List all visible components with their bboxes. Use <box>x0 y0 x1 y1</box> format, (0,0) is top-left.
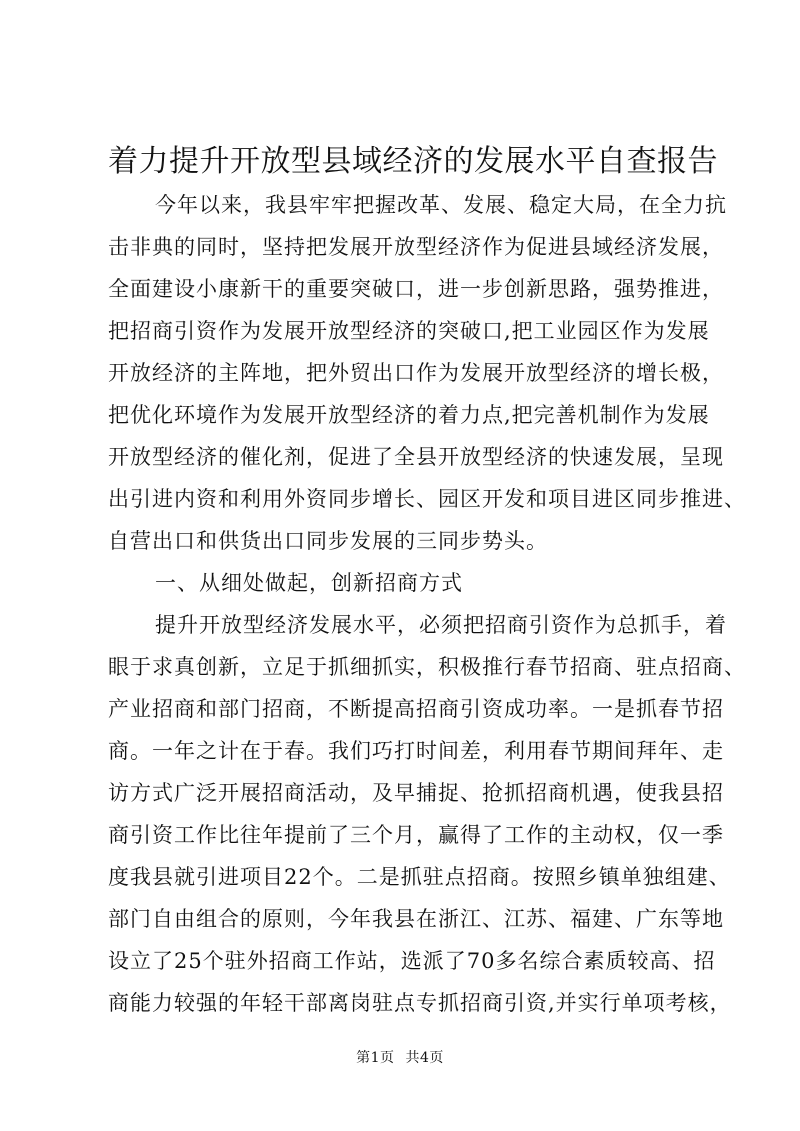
text-line: 把优化环境作为发展开放型经济的着力点,把完善机制作为发展 <box>108 403 710 427</box>
text-line: 出引进内资和利用外资同步增长、园区开发和项目进区同步推进、 <box>108 487 746 511</box>
page-total: 共4页 <box>405 1050 444 1066</box>
page-footer <box>0 1048 800 1068</box>
text-line: 今年以来，我县牢牢把握改革、发展、稳定大局，在全力抗 <box>155 193 727 217</box>
text-line: 开放型经济的催化剂，促进了全县开放型经济的快速发展，呈现 <box>108 445 724 469</box>
text-line: 击非典的同时，坚持把发展开放型经济作为促进县域经济发展， <box>108 235 724 259</box>
section-heading-1: 一、从细处做起，创新招商方式 <box>155 571 463 595</box>
text-line: 部门自由组合的原则，今年我县在浙江、江苏、福建、广东等地 <box>108 907 724 931</box>
text-line: 产业招商和部门招商，不断提高招商引资成功率。一是抓春节招 <box>108 697 724 721</box>
page-number: 第1页 <box>356 1050 395 1066</box>
text-line: 商。一年之计在于春。我们巧打时间差，利用春节期间拜年、走 <box>108 739 724 763</box>
text-line: 全面建设小康新干的重要突破口，进一步创新思路，强势推进， <box>108 277 724 301</box>
document-title: 着力提升开放型县域经济的发展水平自查报告 <box>108 144 718 179</box>
text-line: 设立了25个驻外招商工作站，选派了70多名综合素质较高、招 <box>108 949 716 973</box>
text-line: 开放经济的主阵地，把外贸出口作为发展开放型经济的增长极， <box>108 361 724 385</box>
text-line: 度我县就引进项目22个。二是抓驻点招商。按照乡镇单独组建、 <box>108 865 731 889</box>
text-line: 访方式广泛开展招商活动，及早捕捉、抢抓招商机遇，使我县招 <box>108 781 724 805</box>
text-line: 眼于求真创新，立足于抓细抓实，积极推行春节招商、驻点招商、 <box>108 655 746 679</box>
text-line: 商引资工作比往年提前了三个月，赢得了工作的主动权，仅一季 <box>108 823 724 847</box>
text-line: 商能力较强的年轻干部离岗驻点专抓招商引资,并实行单项考核， <box>108 991 732 1015</box>
text-line: 把招商引资作为发展开放型经济的突破口,把工业园区作为发展 <box>108 319 710 343</box>
text-line: 自营出口和供货出口同步发展的三同步势头。 <box>108 529 548 553</box>
text-line: 提升开放型经济发展水平，必须把招商引资作为总抓手，着 <box>155 613 727 637</box>
